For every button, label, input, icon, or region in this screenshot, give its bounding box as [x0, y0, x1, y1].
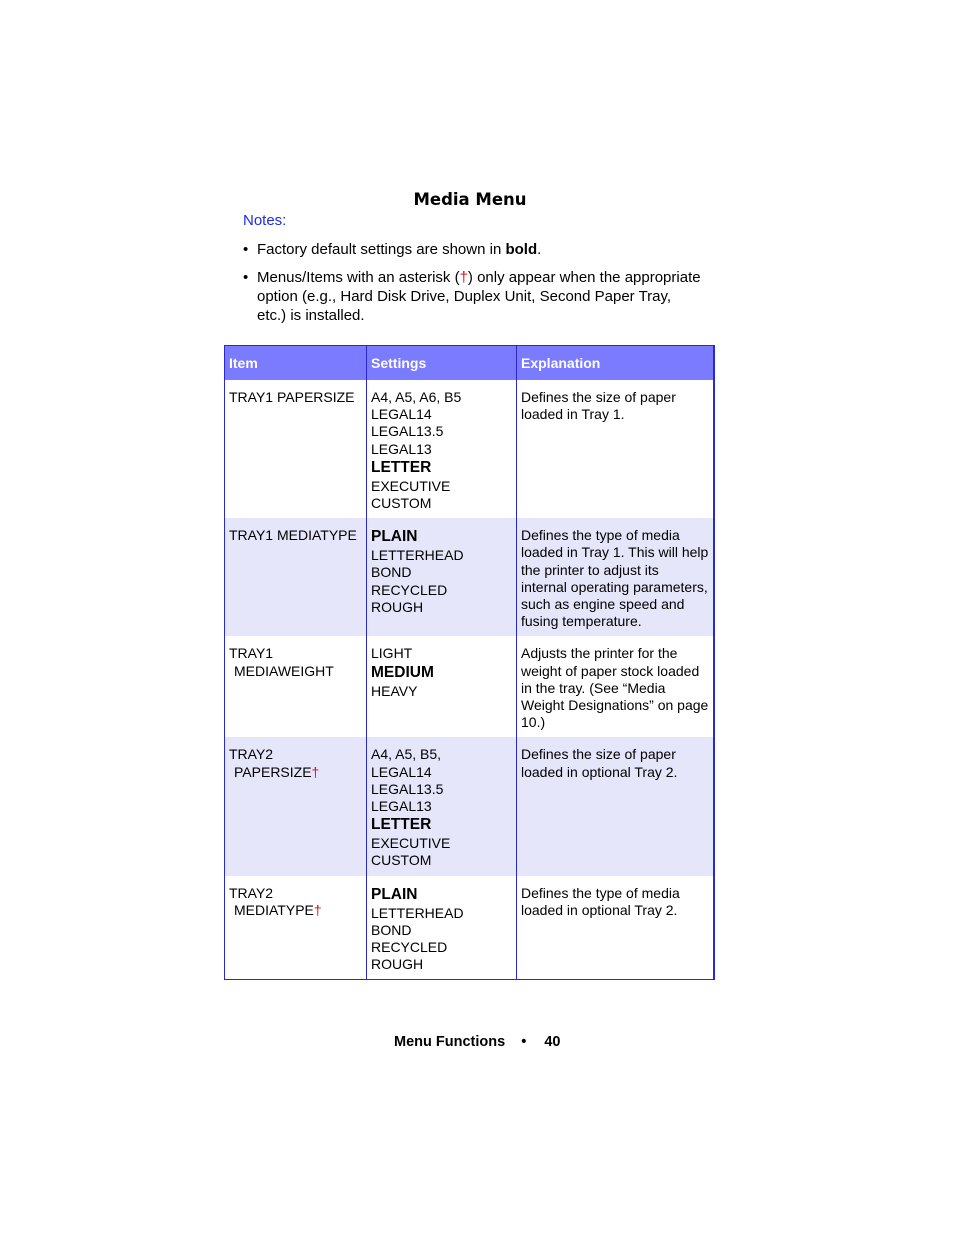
table-row — [225, 737, 714, 875]
explanation-text: Defines the type of media loaded in optional Tray 2. — [521, 884, 680, 918]
note-bold-word: bold — [505, 241, 538, 258]
setting-option: LEGAL14 — [371, 406, 432, 423]
setting-option: CUSTOM — [371, 852, 432, 869]
setting-option: LIGHT — [371, 645, 413, 662]
dagger-icon: † — [311, 763, 320, 780]
setting-option: CUSTOM — [371, 495, 432, 512]
media-menu-table — [224, 345, 715, 980]
table-row — [225, 876, 714, 980]
note-text: Menus/Items with an asterisk ( — [257, 269, 460, 286]
cell-settings — [367, 518, 517, 636]
note-text-end: ) only appear when the appropriate option (e.g., Hard Disk Drive, Duplex Unit, Second Paper Tray, etc.) is installed. — [257, 269, 701, 324]
note-asterisk-items — [243, 268, 703, 325]
footer-section: Menu Functions — [394, 1034, 506, 1050]
setting-option: HEAVY — [371, 682, 418, 699]
cell-settings — [367, 380, 517, 518]
cell-settings — [367, 636, 517, 737]
item-name: TRAY1 PAPERSIZE — [229, 389, 355, 405]
setting-option: EXECUTIVE — [371, 477, 451, 494]
bullet: • — [243, 269, 249, 286]
setting-option: LETTERHEAD — [371, 904, 464, 921]
explanation-text: Defines the size of paper loaded in Tray 1. — [521, 389, 676, 423]
cell-item — [225, 737, 367, 875]
header-settings: Settings — [367, 346, 517, 381]
setting-option: LEGAL13 — [371, 440, 432, 457]
cell-settings — [367, 876, 517, 980]
table-header-row — [225, 346, 714, 381]
setting-option: LEGAL13.5 — [371, 423, 444, 440]
cell-explanation — [517, 518, 714, 636]
item-name: PAPERSIZE — [234, 763, 312, 780]
explanation-text: Defines the type of media loaded in Tray 1. This will help the printer to adjust its internal operating parameters, such as engine speed and fusing temperature. — [521, 527, 709, 630]
default-setting: MEDIUM — [371, 663, 434, 681]
setting-option: LEGAL14 — [371, 763, 432, 780]
setting-option: BOND — [371, 921, 412, 938]
note-default-settings — [243, 240, 703, 259]
setting-option: ROUGH — [371, 956, 424, 973]
setting-option: BOND — [371, 564, 412, 581]
setting-option: EXECUTIVE — [371, 835, 451, 852]
table-row — [225, 380, 714, 518]
header-item: Item — [225, 346, 367, 381]
cell-explanation — [517, 876, 714, 980]
setting-option: LETTERHEAD — [371, 547, 464, 564]
notes-label: Notes: — [243, 212, 287, 229]
page-title: Media Menu — [413, 190, 527, 209]
default-setting: PLAIN — [371, 528, 418, 546]
item-name: TRAY2 — [229, 884, 274, 901]
note-text-end: . — [537, 241, 542, 258]
setting-option: ROUGH — [371, 598, 424, 615]
setting-option: RECYCLED — [371, 581, 448, 598]
cell-item — [225, 636, 367, 737]
explanation-text: Adjusts the printer for the weight of paper stock loaded in the tray. (See “Media Weight Designations” on page 10.) — [521, 645, 709, 731]
cell-settings — [367, 737, 517, 875]
default-setting: LETTER — [371, 458, 432, 476]
item-name-line — [229, 764, 362, 781]
header-explanation: Explanation — [517, 346, 714, 381]
dagger-icon: † — [313, 901, 322, 918]
cell-item — [225, 876, 367, 980]
item-name-line — [229, 902, 362, 919]
cell-explanation — [517, 636, 714, 737]
table-row — [225, 636, 714, 737]
page-number: 40 — [544, 1034, 561, 1050]
setting-option: A4, A5, A6, B5 — [371, 389, 462, 405]
setting-option: A4, A5, B5, — [371, 746, 442, 763]
setting-option: LEGAL13.5 — [371, 780, 444, 797]
item-name: MEDIATYPE — [234, 901, 314, 918]
item-name: TRAY1 — [229, 645, 274, 662]
cell-item — [225, 518, 367, 636]
page-footer — [394, 1034, 560, 1050]
cell-item — [225, 380, 367, 518]
setting-option: RECYCLED — [371, 939, 448, 956]
default-setting: LETTER — [371, 816, 432, 834]
item-name: MEDIAWEIGHT — [234, 662, 334, 679]
explanation-text: Defines the size of paper loaded in optional Tray 2. — [521, 746, 678, 780]
cell-explanation — [517, 737, 714, 875]
footer-separator: • — [521, 1034, 527, 1050]
table-row — [225, 518, 714, 636]
dagger-icon: † — [459, 269, 468, 286]
bullet: • — [243, 241, 249, 258]
note-text: Factory default settings are shown in — [257, 241, 506, 258]
item-name: TRAY2 — [229, 746, 274, 763]
setting-option: LEGAL13 — [371, 798, 432, 815]
cell-explanation — [517, 380, 714, 518]
item-name: TRAY1 MEDIATYPE — [229, 527, 357, 544]
default-setting: PLAIN — [371, 885, 418, 903]
